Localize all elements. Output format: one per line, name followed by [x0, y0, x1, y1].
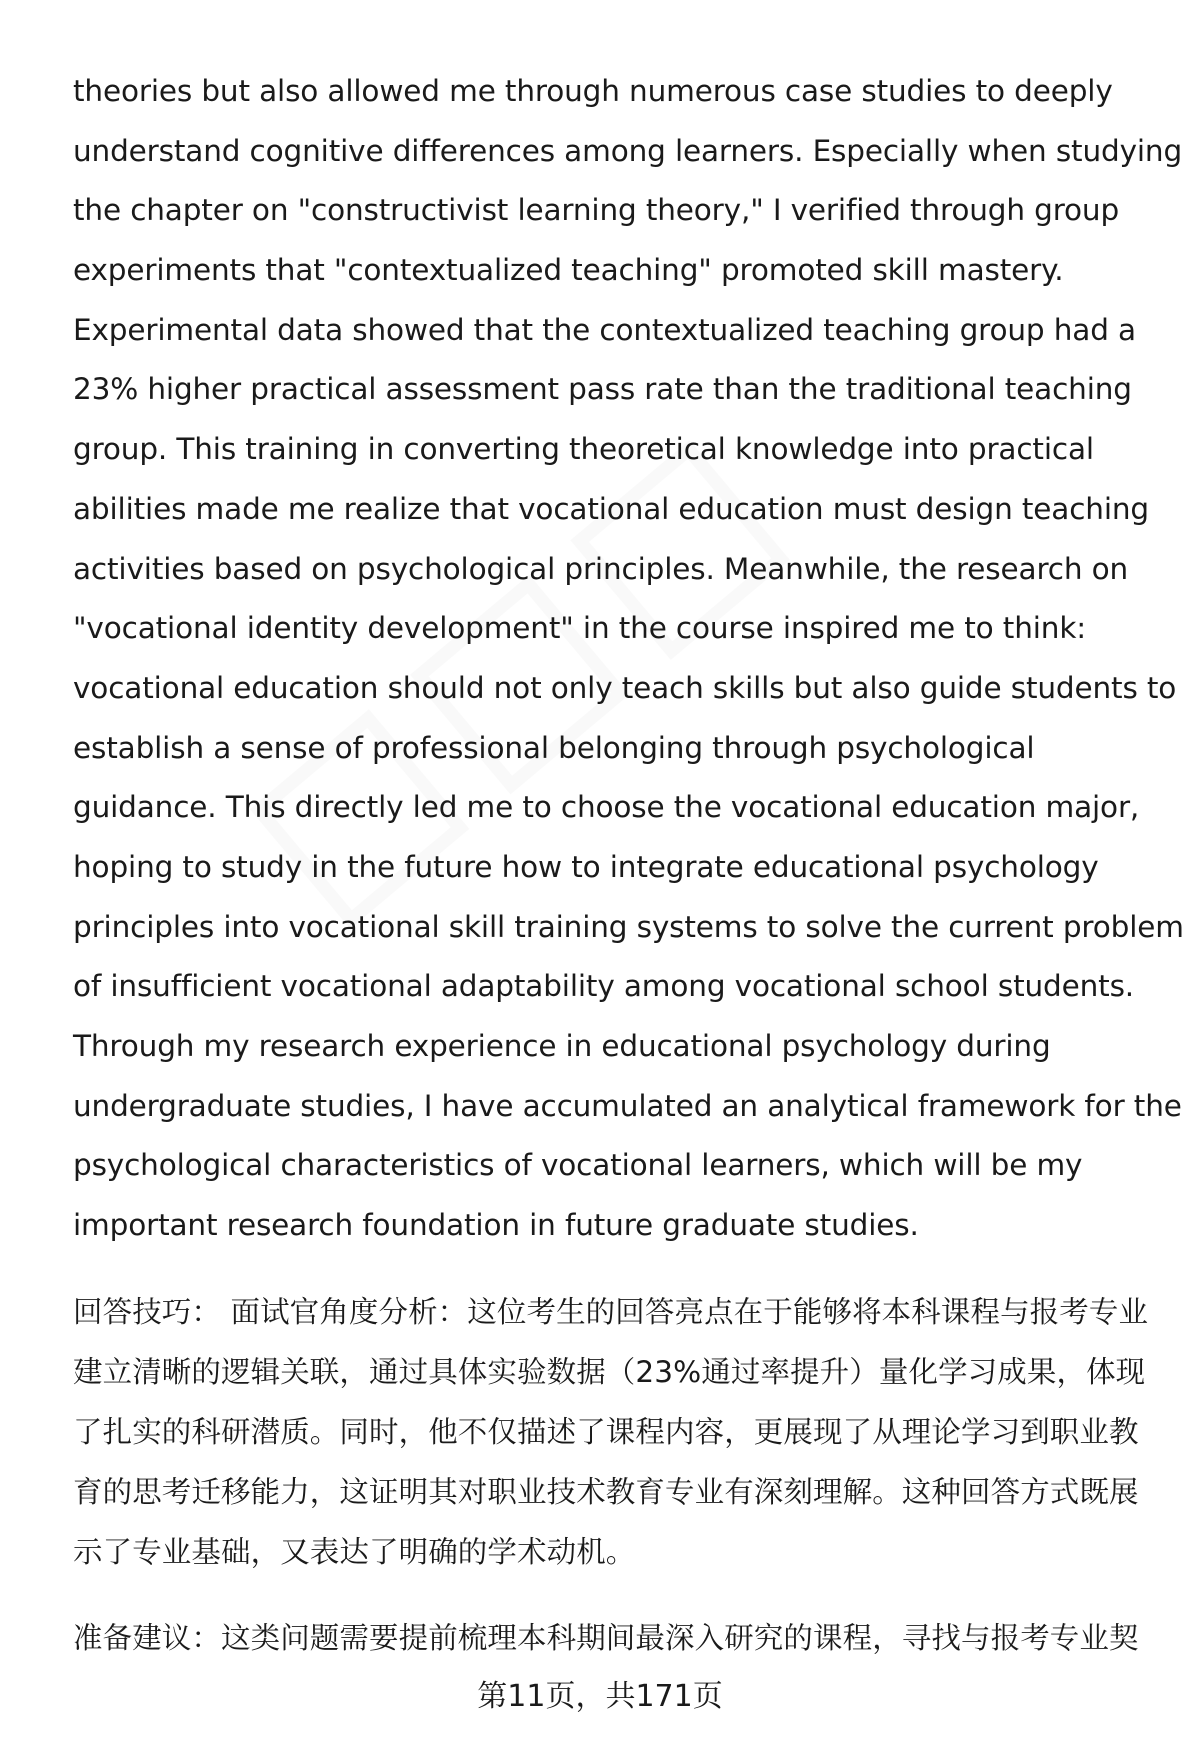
text-line: activities based on psychological principles. Meanwhile, the research on — [73, 551, 1129, 586]
text-line: 回答技巧： 面试官角度分析：这位考生的回答亮点在于能够将本科课程与报考专业 — [73, 1295, 1149, 1329]
preparation-advice-paragraph — [73, 1608, 1163, 1668]
answer-paragraph — [73, 62, 1184, 1256]
text-line: principles into vocational skill training systems to solve the current problem — [73, 909, 1184, 944]
text-line: important research foundation in future graduate studies. — [73, 1208, 919, 1243]
text-line: abilities made me realize that vocational education must design teaching — [73, 491, 1150, 526]
text-line: 了扎实的科研潜质。同时，他不仅描述了课程内容，更展现了从理论学习到职业教 — [73, 1415, 1139, 1449]
text-line: understand cognitive differences among learners. Especially when studying — [73, 133, 1183, 168]
text-line: psychological characteristics of vocational learners, which will be my — [73, 1148, 1083, 1183]
text-line: undergraduate studies, I have accumulated an analytical framework for the — [73, 1088, 1182, 1123]
text-line: Experimental data showed that the contextualized teaching group had a — [73, 312, 1136, 347]
text-line: 准备建议：这类问题需要提前梳理本科期间最深入研究的课程，寻找与报考专业契 — [73, 1621, 1139, 1655]
text-line: guidance. This directly led me to choose the vocational education major, — [73, 790, 1140, 825]
text-line: Through my research experience in educational psychology during — [73, 1029, 1051, 1063]
text-line: theories but also allowed me through numerous case studies to deeply — [73, 74, 1113, 108]
text-line: experiments that "contextualized teaching" promoted skill mastery. — [73, 253, 1064, 288]
text-line: 育的思考迁移能力，这证明其对职业技术教育专业有深刻理解。这种回答方式既展 — [73, 1475, 1139, 1509]
text-line: 示了专业基础，又表达了明确的学术动机。 — [73, 1535, 636, 1569]
text-line: vocational education should not only teach skills but also guide students to — [73, 670, 1177, 705]
text-line: establish a sense of professional belonging through psychological — [73, 730, 1035, 765]
text-line: group. This training in converting theoretical knowledge into practical — [73, 432, 1094, 467]
text-line: hoping to study in the future how to integrate educational psychology — [73, 849, 1099, 884]
text-line: 23% higher practical assessment pass rate than the traditional teaching — [73, 372, 1132, 407]
text-line: "vocational identity development" in the course inspired me to think: — [73, 611, 1087, 646]
answer-tips-paragraph — [73, 1282, 1163, 1582]
text-line: of insufficient vocational adaptability among vocational school students. — [73, 969, 1135, 1004]
text-line: 建立清晰的逻辑关联，通过具体实验数据（23%通过率提升）量化学习成果，体现 — [73, 1355, 1146, 1389]
page-number: 第11页，共171页 — [477, 1679, 723, 1714]
text-line: the chapter on "constructivist learning theory," I verified through group — [73, 193, 1120, 228]
